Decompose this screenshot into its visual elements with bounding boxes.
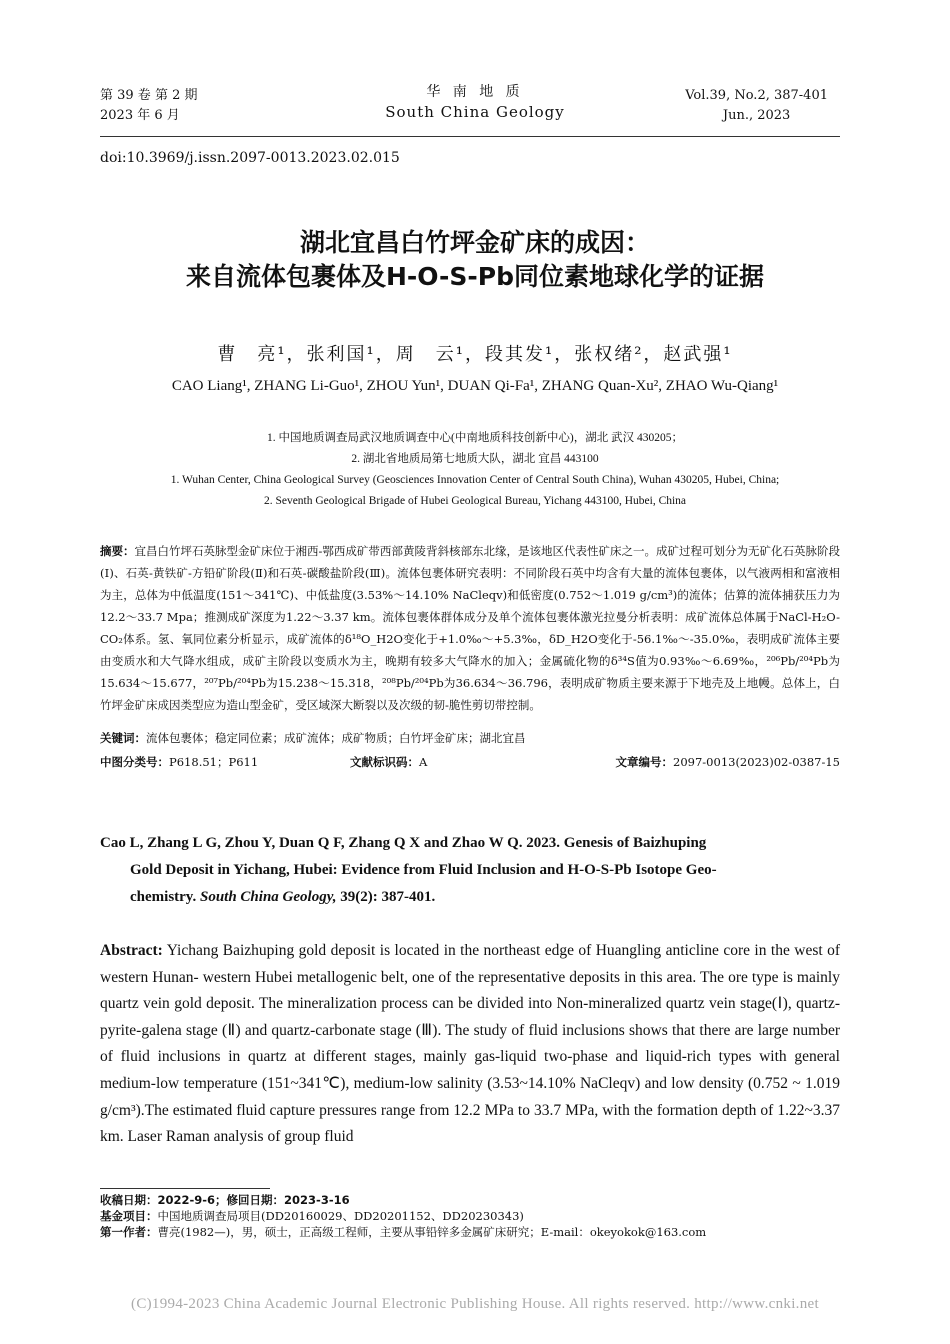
citation-journal: South China Geology, bbox=[199, 889, 337, 905]
article-no-value: 2097-0013(2023)02-0387-15 bbox=[673, 755, 840, 769]
copyright-watermark: (C)1994-2023 China Academic Journal Electronic Publishing House. All rights reserved. http://www.cnki.net bbox=[131, 1296, 819, 1312]
date-cn: 2023 年 6 月 bbox=[100, 108, 180, 123]
doi[interactable]: doi:10.3969/j.issn.2097-0013.2023.02.015 bbox=[100, 150, 400, 166]
affiliation-item: 2. Seventh Geological Brigade of Hubei Geological Bureau, Yichang 443100, Hubei, China bbox=[263, 495, 687, 507]
affiliation-item: 1. Wuhan Center, China Geological Survey (Geosciences Innovation Center of Central South China), Wuhan 430205, Hubei, China; bbox=[170, 474, 780, 486]
article-no-label: 文章编号： bbox=[615, 755, 674, 769]
classification bbox=[100, 754, 840, 770]
paper-title bbox=[0, 226, 950, 294]
abstract-en bbox=[100, 938, 840, 1151]
header-right bbox=[685, 86, 828, 126]
footnote-rule bbox=[100, 1188, 270, 1189]
citation-pre: chemistry. bbox=[130, 889, 200, 905]
fund-label: 基金项目： bbox=[100, 1209, 158, 1223]
keywords bbox=[100, 730, 526, 746]
citation-line-3 bbox=[100, 884, 840, 911]
clc-value: P618.51；P611 bbox=[169, 755, 259, 769]
received-date: 收稿日期：2022-9-6；修回日期：2023-3-16 bbox=[100, 1193, 350, 1207]
header-rule bbox=[100, 136, 840, 137]
first-author-label: 第一作者： bbox=[100, 1225, 158, 1239]
abstract-en-text: Yichang Baizhuping gold deposit is located in the northeast edge of Huangling anticline core in the west of western Hunan- western Hubei metallogenic belt, one of the representative deposits in this area. The ore type is mainly quartz vein gold deposit. The mineralization process can be divided into Non-mineralized quartz vein stage(Ⅰ), quartz-pyrite-galena stage (Ⅱ) and quartz-carbonate stage (Ⅲ). The study of fluid inclusions shows that there are large number of fluid inclusions in quartz at different stages, mainly gas-liquid two-phase and liquid-rich types with general medium-low temperature (151~341℃), medium-low salinity (3.53~14.10% NaCleqv) and low density (0.752 ~ 1.019 g/cm³).The estimated fluid capture pressures range from 12.2 MPa to 33.7 MPa, with the formation depth of 1.22~3.37 km. Laser Raman analysis of group fluid bbox=[100, 942, 840, 1146]
journal-en: South China Geology bbox=[385, 103, 565, 121]
keywords-label: 关键词： bbox=[100, 731, 146, 745]
authors-cn: 曹 亮¹，张利国¹，周 云¹，段其发¹，张权绪²，赵武强¹ bbox=[217, 344, 733, 365]
citation-post: 39(2): 387-401. bbox=[336, 889, 436, 905]
abstract-cn bbox=[100, 540, 840, 716]
abstract-cn-text: 宜昌白竹坪石英脉型金矿床位于湘西-鄂西成矿带西部黄陵背斜核部东北缘，是该地区代表性矿床之一。成矿过程可划分为无矿化石英脉阶段(Ⅰ)、石英-黄铁矿-方铅矿阶段(Ⅱ)和石英-碳酸盐阶段(Ⅲ)。流体包裹体研究表明：不同阶段石英中均含有大量的流体包裹体，以气液两相和富液相为主，总体为中低温度(151～341℃)、中低盐度(3.53%～14.10% NaCleqv)和低密度(0.752～1.019 g/cm³)的流体；估算的流体捕获压力为12.2～33.7 Mpa；推测成矿深度为1.22～3.37 km。流体包裹体群体成分及单个流体包裹体激光拉曼分析表明：成矿流体总体属于NaCl-H₂O-CO₂体系。氢、氧同位素分析显示，成矿流体的δ¹⁸O_H2O变化于+1.0‰～+5.3‰，δD_H2O变化于-56.1‰～-35.0‰，表明成矿流体主要由变质水和大气降水组成，成矿主阶段以变质水为主，晚期有较多大气降水的加入；金属硫化物的δ³⁴S值为0.93‰～6.69‰，²⁰⁶Pb/²⁰⁴Pb为15.634～15.677，²⁰⁷Pb/²⁰⁴Pb为15.238～15.318，²⁰⁸Pb/²⁰⁴Pb为36.634～36.796，表明成矿物质主要来源于下地壳及上地幔。总体上，白竹坪金矿床成因类型应为造山型金矿，受区域深大断裂以及次级的韧-脆性剪切带控制。 bbox=[100, 544, 840, 712]
citation bbox=[100, 830, 840, 911]
fund-text: 中国地质调查局项目(DD20160029、DD20201152、DD20230343) bbox=[157, 1209, 524, 1223]
volume-en: Vol.39, No.2, 387-401 bbox=[685, 88, 828, 103]
doc-code-value: A bbox=[419, 755, 428, 769]
first-author-text: 曹亮(1982—)，男，硕士，正高级工程师，主要从事铅锌多金属矿床研究；E-mail：okeyokok@163.com bbox=[157, 1225, 707, 1239]
abstract-en-label: Abstract: bbox=[100, 942, 163, 959]
citation-line-2: Gold Deposit in Yichang, Hubei: Evidence from Fluid Inclusion and H-O-S-Pb Isotope Geo- bbox=[130, 862, 717, 878]
journal-cn: 华 南 地 质 bbox=[426, 84, 524, 100]
doc-code-label: 文献标识码： bbox=[350, 755, 419, 769]
footnotes bbox=[100, 1192, 706, 1240]
title-line-2: 来自流体包裹体及H-O-S-Pb同位素地球化学的证据 bbox=[186, 262, 764, 291]
affiliation-item: 1. 中国地质调查局武汉地质调查中心(中南地质科技创新中心)，湖北 武汉 430205； bbox=[267, 432, 683, 444]
volume-cn: 第 39 卷 第 2 期 bbox=[100, 88, 198, 103]
abstract-cn-label: 摘要： bbox=[100, 544, 135, 558]
citation-line-1: Cao L, Zhang L G, Zhou Y, Duan Q F, Zhang Q X and Zhao W Q. 2023. Genesis of Baizhuping bbox=[100, 835, 707, 851]
date-en: Jun., 2023 bbox=[722, 108, 791, 123]
keywords-text: 流体包裹体；稳定同位素；成矿流体；成矿物质；白竹坪金矿床；湖北宜昌 bbox=[146, 731, 526, 745]
clc-label: 中图分类号： bbox=[100, 755, 169, 769]
authors-en: CAO Liang¹, ZHANG Li-Guo¹, ZHOU Yun¹, DUAN Qi-Fa¹, ZHANG Quan-Xu², ZHAO Wu-Qiang¹ bbox=[171, 378, 779, 394]
affiliations bbox=[0, 428, 950, 512]
affiliation-item: 2. 湖北省地质局第七地质大队，湖北 宜昌 443100 bbox=[351, 453, 599, 465]
title-line-1: 湖北宜昌白竹坪金矿床的成因： bbox=[299, 228, 650, 257]
